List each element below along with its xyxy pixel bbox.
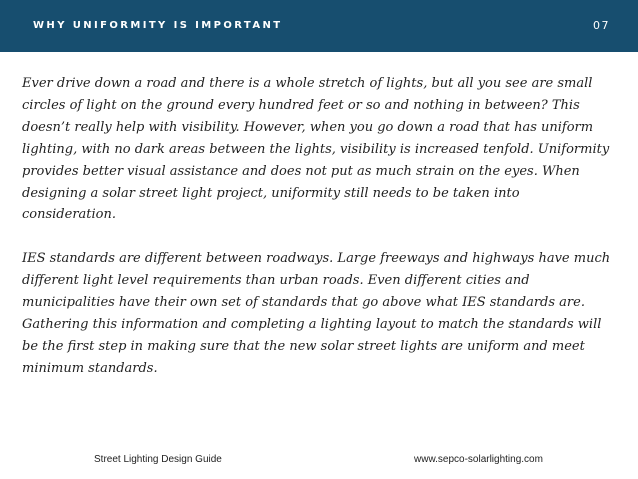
paragraph-uniformity: Ever drive down a road and there is a whole stretch of lights, but all you see are small circles of light on the ground every hundred feet or so and nothing in between? This doesn’t really help with visibility. However, when you go down a road that has uniform lighting, with no dark areas between the lights, visibility is increased tenfold. Uniformity provides better visual assistance and does not put as much strain on the eyes. When designing a solar street light project, uniformity still needs to be taken into consideration. [22,76,610,223]
section-title: WHY UNIFORMITY IS IMPORTANT [33,20,283,31]
body-text [22,73,616,402]
footer-guide-title: Street Lighting Design Guide [94,454,222,465]
page-number: 07 [593,19,610,32]
paragraph-ies-standards: IES standards are different between roadways. Large freeways and highways have much different light level requirements than urban roads. Even different cities and municipalities have their own set of standards that go above what IES standards are. Gathering this information and completing a lighting layout to match the standards will be the first step in making sure that the new solar street lights are uniform and meet minimum standards. [22,251,611,376]
footer-website-link[interactable]: www.sepco-solarlighting.com [414,454,543,465]
header-bar [0,0,638,52]
